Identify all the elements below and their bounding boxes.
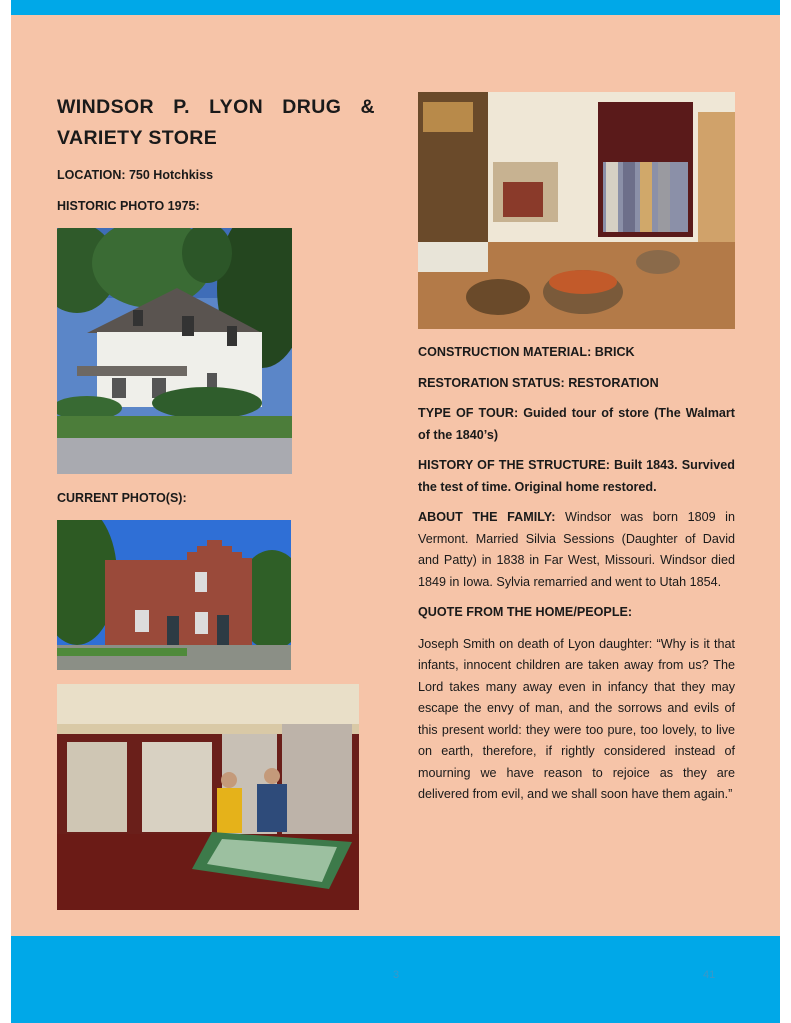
quote-heading: QUOTE FROM THE HOME/PEOPLE: xyxy=(418,605,633,619)
store-interior-guides-photo xyxy=(57,684,359,910)
structure-history-text: Built 1843. Survived the test of time. Original home restored. xyxy=(418,458,735,494)
structure-history xyxy=(418,455,735,498)
quote-text: Joseph Smith on death of Lyon daughter: “Why is it that infants, innocent children are taken away from us? The Lord takes many away even in infancy that they may escape the envy of man, and the sorrows and evils of this present world: they were too pure, too lovely, to live on earth, therefore, if rightly considered instead of mourning we have reason to rejoice as they are delivered from evil, and we shall soon have them again.” xyxy=(418,636,735,801)
about-family-text: Windsor was born 1809 in Vermont. Married Silvia Sessions (Daughter of David and Patty) in 1838 in Far West, Missouri. Windsor died 1849 in Iowa. Sylvia remarried and went to Utah 1854. xyxy=(418,510,735,589)
page-title: WINDSOR P. LYON DRUG & VARIETY STORE xyxy=(57,96,375,149)
tour-type-text: Guided tour of store (The Walmart of the 1840’s) xyxy=(418,406,735,442)
historic-house-photo xyxy=(57,228,292,474)
store-interior-goods-photo xyxy=(418,92,735,329)
tour-type-label: TYPE OF TOUR: xyxy=(418,406,519,420)
historic-photo-label: HISTORIC PHOTO 1975: xyxy=(57,199,200,213)
location-label: LOCATION: 750 Hotchkiss xyxy=(57,168,214,182)
tour-type xyxy=(418,403,735,446)
about-family-label: ABOUT THE FAMILY: xyxy=(418,510,556,524)
top-color-bar xyxy=(11,0,780,15)
restoration-status: RESTORATION STATUS: RESTORATION xyxy=(418,375,659,390)
about-family xyxy=(418,507,735,593)
footer-page-right: 41 xyxy=(703,969,716,981)
details-column xyxy=(418,342,735,815)
current-brick-store-photo xyxy=(57,520,291,670)
construction-material: CONSTRUCTION MATERIAL: BRICK xyxy=(418,345,635,359)
structure-history-label: HISTORY OF THE STRUCTURE: xyxy=(418,458,610,472)
current-photo-label: CURRENT PHOTO(S): xyxy=(57,491,187,505)
footer-page-left: 3 xyxy=(393,969,400,981)
